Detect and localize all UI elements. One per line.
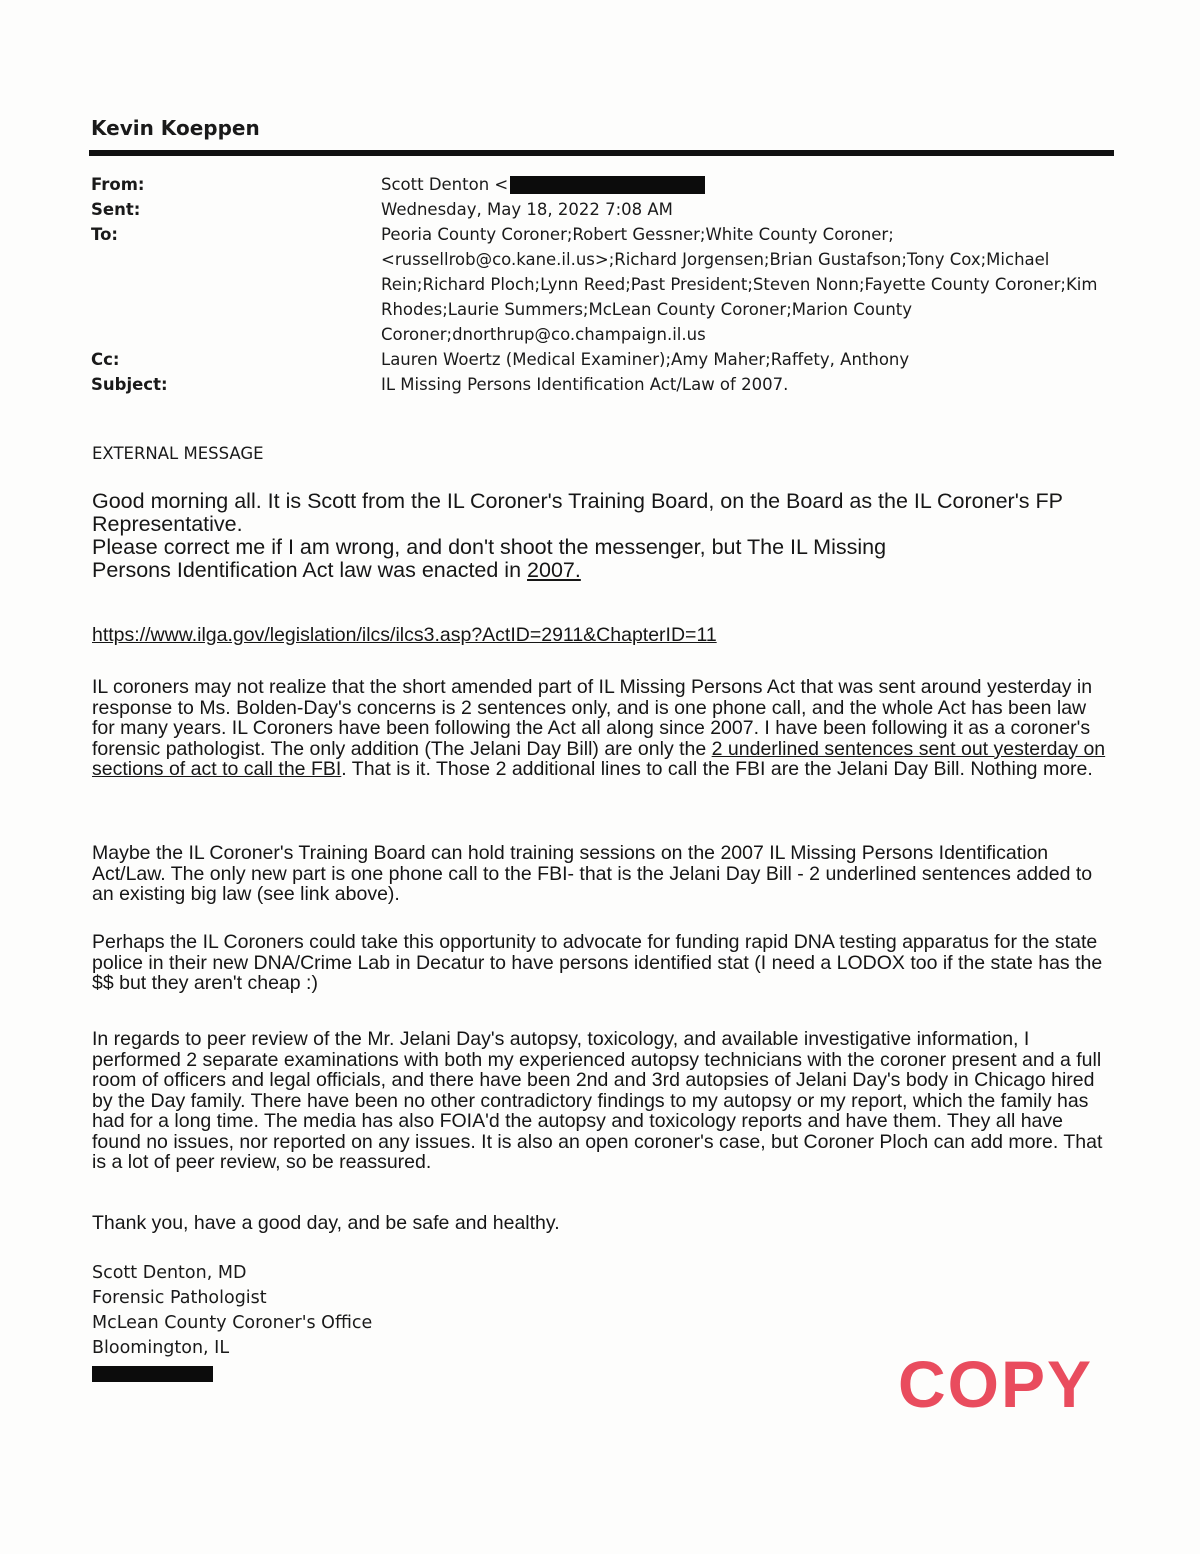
signature-block (92, 1261, 372, 1361)
email-header (91, 172, 1111, 397)
paragraph-peer-review: In regards to peer review of the Mr. Jelani Day's autopsy, toxicology, and available investigative information, I performed 2 separate examinations with both my experienced autopsy technicians with the coroner present and a full room of officers and legal officials, and there have been 2nd and 3rd autopsies of Jelani Day's body in Chicago hired by the Day family. There have been no other contradictory findings to my autopsy or my report, which the family has had for a long time. The media has also FOIA'd the autopsy and toxicology reports and have them. They all have found no issues, nor reported on any issues. It is also an open coroner's case, but Coroner Ploch can add more. That is a lot of peer review, so be reassured. (92, 1028, 1103, 1173)
mailbox-owner-name: Kevin Koeppen (91, 116, 260, 140)
from-row (91, 172, 1111, 197)
copy-stamp: COPY (898, 1347, 1094, 1421)
signature-title: Forensic Pathologist (92, 1288, 267, 1308)
external-message-notice: EXTERNAL MESSAGE (92, 444, 264, 463)
paragraph-closing: Thank you, have a good day, and be safe and healthy. (92, 1212, 560, 1234)
to-row (91, 222, 1111, 347)
redaction-block-signature (92, 1366, 213, 1382)
signature-location: Bloomington, IL (92, 1338, 230, 1358)
from-value (381, 172, 1111, 197)
cc-value: Lauren Woertz (Medical Examiner);Amy Maher;Raffety, Anthony (381, 350, 910, 369)
ilga-statute-link[interactable]: https://www.ilga.gov/legislation/ilcs/ilcs3.asp?ActID=2911&ChapterID=11 (92, 624, 717, 646)
header-rule (89, 150, 1114, 156)
p1-text-b: . That is it. Those 2 additional lines to call the FBI are the Jelani Day Bill. Nothing more. (341, 758, 1093, 780)
sent-row (91, 197, 1111, 222)
intro-line-a: Please correct me if I am wrong, and don't shoot the messenger, but The IL Missing (92, 535, 887, 559)
subject-value: IL Missing Persons Identification Act/Law of 2007. (381, 375, 789, 394)
signature-name: Scott Denton, MD (92, 1263, 247, 1283)
enacted-year: 2007. (527, 558, 581, 582)
paragraph-training: Maybe the IL Coroner's Training Board can hold training sessions on the 2007 IL Missing Persons Identification Act/Law. The only new part is one phone call to the FBI- that is the Jelani Day Bill - 2 underlined sentences added to an existing big law (see link above). (92, 842, 1093, 905)
p1-underlined: 2 underlined sentences sent out yesterday on sections of act to call the FBI (92, 737, 1106, 780)
p1-text-a: IL coroners may not realize that the short amended part of IL Missing Persons Act that was sent around yesterday in response to Ms. Bolden-Day's concerns is 2 sentences only, and is one phone call, and the whole Act has been law for many years. IL Coroners have been following the Act all along since 2007. I have been following it as a coroner's forensic pathologist. The only addition (The Jelani Day Bill) are only the (92, 676, 1093, 760)
intro-paragraph-1: Good morning all. It is Scott from the IL Coroner's Training Board, on the Board as the IL Coroner's FP Representative. (92, 489, 1063, 536)
intro-paragraph-2 (92, 536, 1112, 582)
message-intro (92, 490, 1112, 582)
to-label: To: (91, 225, 118, 244)
cc-label: Cc: (91, 350, 120, 369)
subject-row (91, 372, 1111, 397)
paragraph-amendment (92, 677, 1112, 780)
sent-value: Wednesday, May 18, 2022 7:08 AM (381, 200, 673, 219)
cc-row (91, 347, 1111, 372)
signature-office: McLean County Coroner's Office (92, 1313, 373, 1333)
sent-label: Sent: (91, 200, 141, 219)
intro-line-b: Persons Identification Act law was enacted in (92, 558, 528, 582)
subject-label: Subject: (91, 375, 168, 394)
redaction-block (510, 176, 705, 194)
from-label: From: (91, 175, 145, 194)
to-value: Peoria County Coroner;Robert Gessner;White County Coroner;<russellrob@co.kane.il.us>;Richard Jorgensen;Brian Gustafson;Tony Cox;Michael Rein;Richard Ploch;Lynn Reed;Past President;Steven Nonn;Fayette County Coroner;Kim Rhodes;Laurie Summers;McLean County Coroner;Marion County Coroner;dnorthrup@co.champaign.il.us (381, 225, 1098, 344)
paragraph-dna-funding: Perhaps the IL Coroners could take this opportunity to advocate for funding rapid DNA testing apparatus for the state police in their new DNA/Crime Lab in Decatur to have persons identified stat (I need a LODOX too if the state has the $$ but they aren't cheap :) (92, 931, 1103, 994)
from-name: Scott Denton < (381, 175, 509, 194)
